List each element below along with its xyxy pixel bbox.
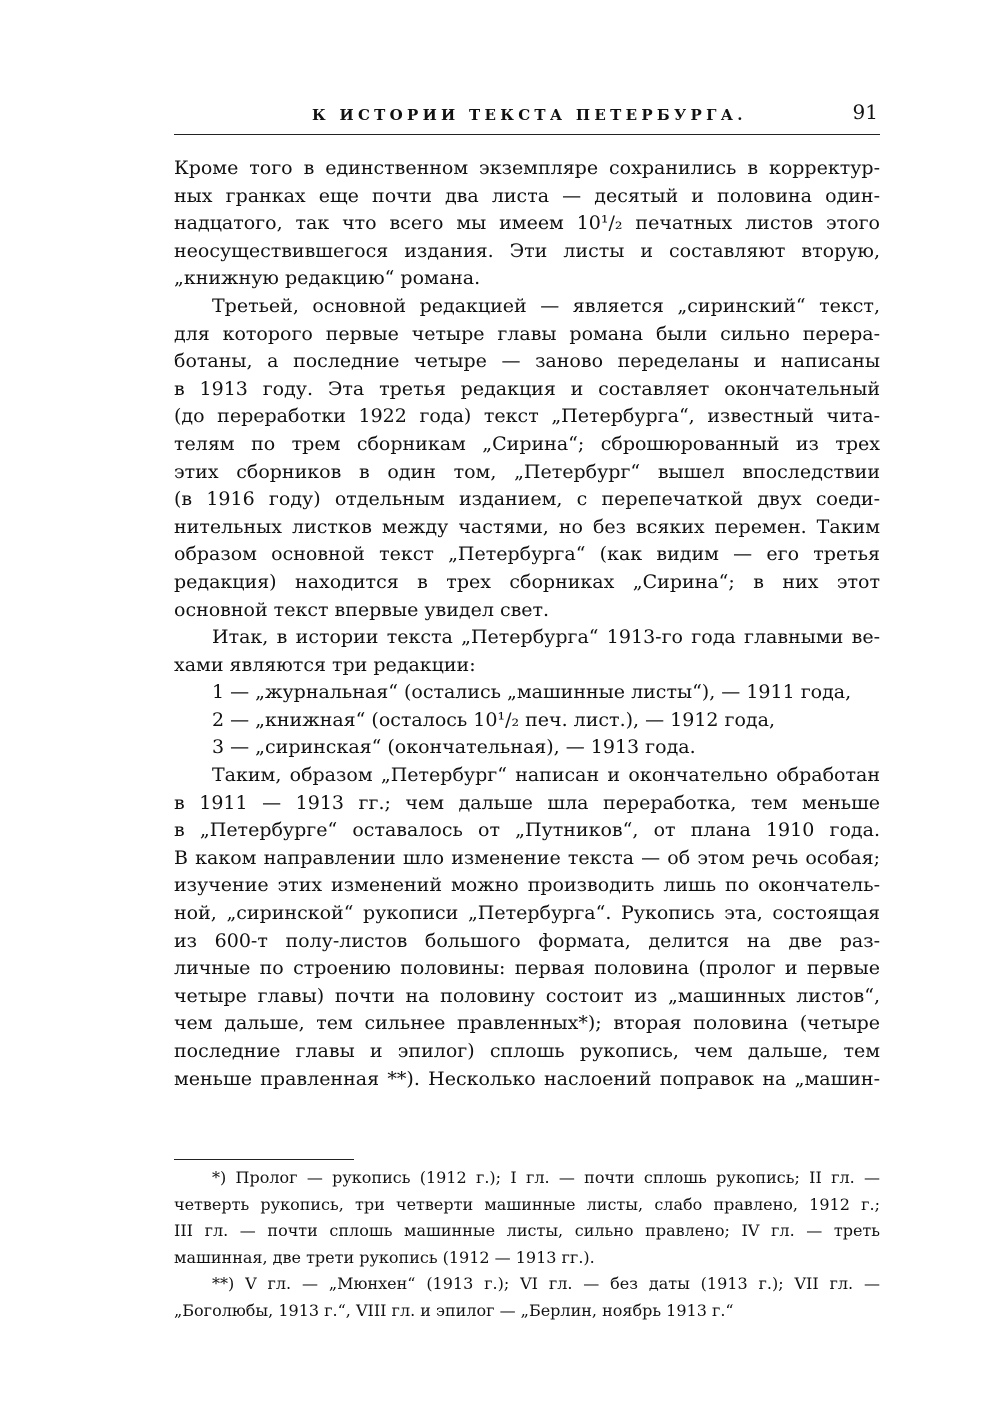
footnote-line: III гл. — почти сплошь машинные листы, сильно правлено; IV гл. — треть xyxy=(174,1221,880,1240)
text-line: последние главы и эпилог) сплошь рукопись, чем дальше, тем xyxy=(174,1040,880,1062)
footnote-line: машинная, две трети рукопись (1912 — 1913 гг.). xyxy=(174,1247,595,1267)
text-line: основной текст впервые увидел свет. xyxy=(174,598,550,621)
text-line: телям по трем сборникам „Сирина“; сброшюрованный из трех xyxy=(174,432,880,455)
text-line: „книжную редакцию“ романа. xyxy=(174,267,481,290)
footnote-line: „Боголюбы, 1913 г.“, VIII гл. и эпилог — „Берлин, ноябрь 1913 г.“ xyxy=(174,1300,734,1320)
list-item: 1 — „журнальная“ (остались „машинные листы“), — 1911 года, xyxy=(212,681,852,704)
text-line: редакция) находится в трех сборниках „Сирина“; в них этот xyxy=(174,570,880,593)
text-line: в 1913 году. Эта третья редакция и составляет окончательный xyxy=(174,377,880,400)
list-item: 2 — „книжная“ (осталось 10¹/₂ печ. лист.), — 1912 года, xyxy=(212,708,775,731)
text-line: Кроме того в единственном экземпляре сохранились в корректур- xyxy=(174,157,880,179)
text-line: чем дальше, тем сильнее правленных*); вторая половина (четыре xyxy=(174,1012,880,1035)
text-line: надцатого, так что всего мы имеем 10¹/₂ печатных листов этого xyxy=(174,212,880,235)
text-line: (в 1916 году) отдельным изданием, с перепечаткой двух соеди- xyxy=(174,488,880,511)
text-line: ной, „сиринской“ рукописи „Петербурга“. Рукопись эта, состоящая xyxy=(174,902,880,925)
text-line: в 1911 — 1913 гг.; чем дальше шла переработка, тем меньше xyxy=(174,791,880,814)
text-line: нительных листков между частями, но без всяких перемен. Таким xyxy=(174,515,880,538)
text-line: из 600-т полу-листов большого формата, делится на две раз- xyxy=(174,929,880,952)
footnote-line: *) Пролог — рукопись (1912 г.); I гл. — почти сплошь рукопись; II гл. — xyxy=(212,1168,880,1187)
text-line: Третьей, основной редакцией — является „сиринский“ текст, xyxy=(212,294,880,317)
text-line: образом основной текст „Петербурга“ (как видим — его третья xyxy=(174,543,880,566)
text-line: личные по строению половины: первая половина (пролог и первые xyxy=(174,957,880,980)
footnote-line: четверть рукопись, три четверти машинные листы, слабо правлено, 1912 г.; xyxy=(174,1194,880,1214)
text-line: меньше правленная **). Несколько наслоений поправок на „машин- xyxy=(174,1067,880,1090)
text-line: изучение этих изменений можно производить лишь по окончатель- xyxy=(174,874,880,897)
text-line: хами являются три редакции: xyxy=(174,653,476,676)
text-line: четыре главы) почти на половину состоит из „машинных листов“, xyxy=(174,984,880,1007)
text-line: В каком направлении шло изменение текста — об этом речь особая; xyxy=(174,846,880,869)
page-number: 91 xyxy=(852,100,878,124)
running-title: К ИСТОРИИ ТЕКСТА ПЕТЕРБУРГА. xyxy=(312,106,747,124)
footnotes xyxy=(174,1165,880,1324)
text-line: Итак, в истории текста „Петербурга“ 1913-го года главными ве- xyxy=(212,626,880,649)
text-line: этих сборников в один том, „Петербург“ вышел впоследствии xyxy=(174,460,880,483)
text-line: для которого первые четыре главы романа были сильно перера- xyxy=(174,322,880,345)
footnote-line: **) V гл. — „Мюнхен“ (1913 г.); VI гл. — без даты (1913 г.); VII гл. — xyxy=(212,1274,880,1293)
text-line: (до переработки 1922 года) текст „Петербурга“, известный чита- xyxy=(174,405,880,428)
running-header xyxy=(174,100,880,135)
text-line: Таким, образом „Петербург“ написан и окончательно обработан xyxy=(212,764,880,787)
body-text xyxy=(174,155,880,1093)
text-line: неосуществившегося издания. Эти листы и составляют вторую, xyxy=(174,239,880,262)
list-item: 3 — „сиринская“ (окончательная), — 1913 года. xyxy=(212,736,696,759)
text-line: ботаны, а последние четыре — заново переделаны и написаны xyxy=(174,350,880,373)
text-line: ных гранках еще почти два листа — десятый и половина один- xyxy=(174,184,880,207)
footnote-divider xyxy=(174,1159,354,1160)
text-line: в „Петербурге“ оставалось от „Путников“, от плана 1910 года. xyxy=(174,819,880,842)
